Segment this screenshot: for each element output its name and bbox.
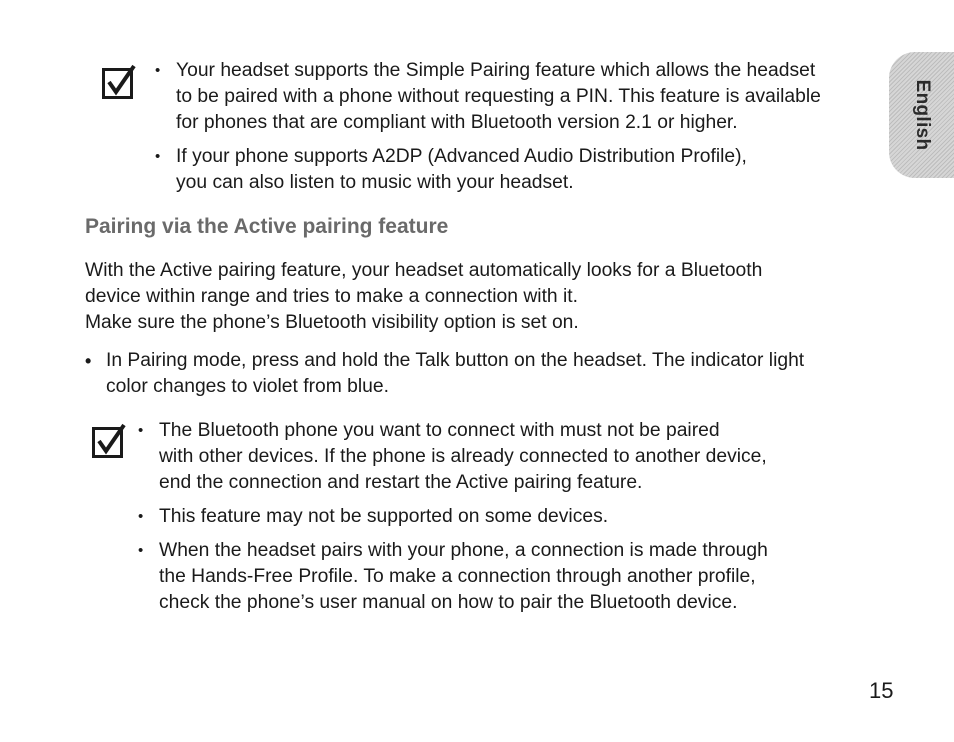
body-paragraph (85, 258, 855, 336)
bullet: • (138, 508, 144, 525)
page-number: 15 (869, 678, 894, 703)
paragraph-line: Make sure the phone’s Bluetooth visibility option is set on. (85, 312, 579, 333)
note-line: check the phone’s user manual on how to pair the Bluetooth device. (159, 592, 738, 613)
step-list (85, 348, 865, 400)
note-checkbox-icon (102, 64, 138, 100)
note-line: The Bluetooth phone you want to connect with must not be paired (159, 420, 720, 441)
note-line: Your headset supports the Simple Pairing feature which allows the headset (176, 60, 816, 81)
note-line: the Hands-Free Profile. To make a connection through another profile, (159, 566, 756, 587)
paragraph-line: With the Active pairing feature, your headset automatically looks for a Bluetooth (85, 260, 763, 281)
note-list-1 (155, 58, 875, 204)
bullet: • (138, 542, 144, 559)
note-item (138, 538, 858, 616)
note-line: for phones that are compliant with Bluetooth version 2.1 or higher. (176, 112, 738, 133)
note-item (138, 418, 858, 496)
step-line: color changes to violet from blue. (106, 376, 389, 397)
note-line: you can also listen to music with your headset. (176, 172, 574, 193)
note-item (138, 504, 858, 530)
note-line: end the connection and restart the Active pairing feature. (159, 472, 643, 493)
bullet: • (85, 351, 92, 371)
note-line: with other devices. If the phone is already connected to another device, (159, 446, 767, 467)
note-line: This feature may not be supported on some devices. (159, 506, 609, 527)
note-line: If your phone supports A2DP (Advanced Audio Distribution Profile), (176, 146, 747, 167)
language-tab (889, 52, 954, 178)
note-list-2 (138, 418, 858, 624)
note-item (155, 58, 875, 136)
note-checkbox-icon (92, 423, 128, 459)
section-title: Pairing via the Active pairing feature (85, 215, 449, 238)
language-tab-label: English (911, 79, 933, 151)
step-item (85, 348, 865, 400)
paragraph-line: device within range and tries to make a connection with it. (85, 286, 579, 307)
note-line: to be paired with a phone without requesting a PIN. This feature is available (176, 86, 821, 107)
note-line: When the headset pairs with your phone, a connection is made through (159, 540, 768, 561)
note-item (155, 144, 875, 196)
bullet: • (138, 422, 144, 439)
bullet: • (155, 62, 161, 79)
bullet: • (155, 148, 161, 165)
step-line: In Pairing mode, press and hold the Talk button on the headset. The indicator light (106, 350, 805, 371)
